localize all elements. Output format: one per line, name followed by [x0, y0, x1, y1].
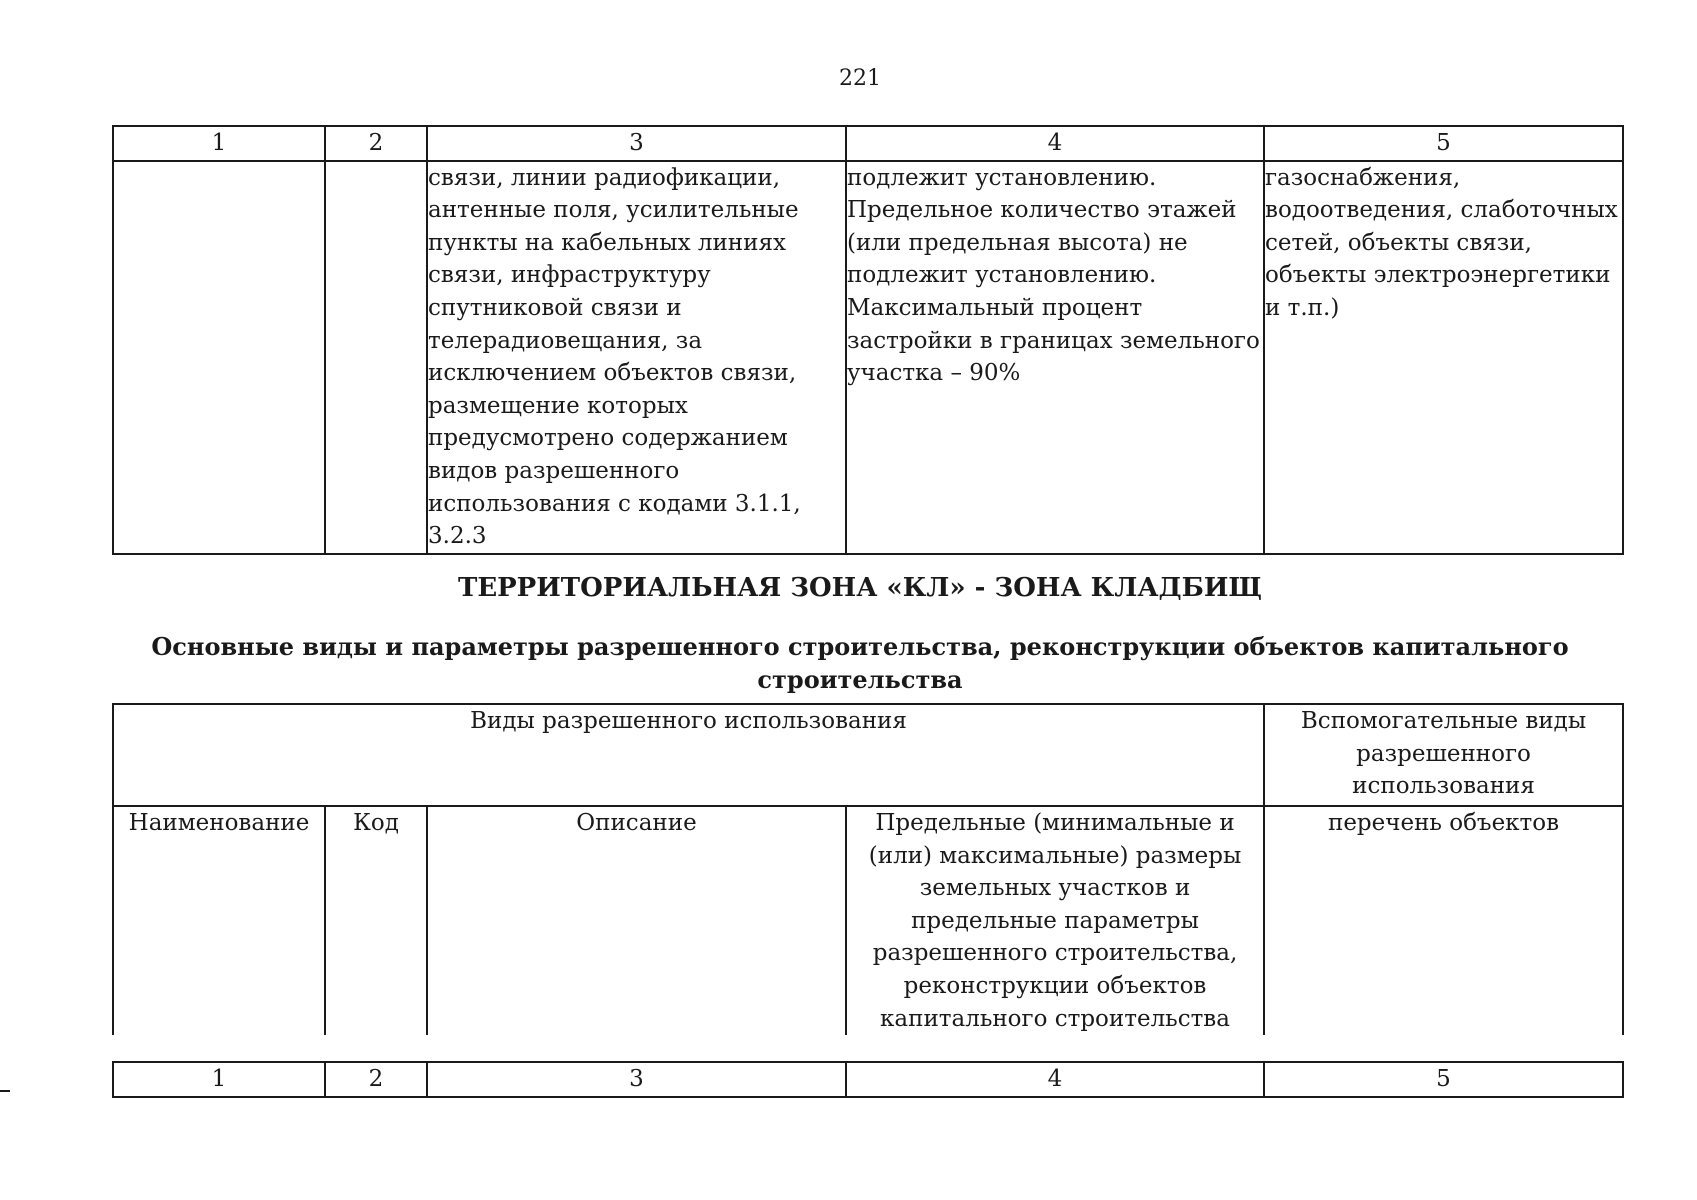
section-title: Основные виды и параметры разрешенного строительства, реконструкции объектов капитального строительства	[151, 632, 1569, 694]
cell-auxiliary: газоснабжения, водоотведения, слаботочных сетей, объекты связи, объекты электроэнергетики и т.п.)	[1264, 161, 1623, 554]
column-number-5: 5	[1264, 1062, 1623, 1097]
column-header-objects: перечень объектов	[1264, 806, 1623, 1035]
group-header-main: Виды разрешенного использования	[113, 704, 1264, 806]
column-number-table	[112, 1061, 1624, 1098]
table-row	[113, 161, 1623, 554]
continuation-table	[112, 125, 1624, 555]
column-header-code: Код	[325, 806, 427, 1035]
column-number-4: 4	[846, 126, 1264, 161]
column-number-row	[113, 1062, 1623, 1097]
column-header-parameters: Предельные (минимальные и (или) максимальные) размеры земельных участков и предельные параметры разрешенного строительства, реконструкции объектов капитального строительства	[846, 806, 1264, 1035]
group-header-auxiliary: Вспомогательные виды разрешенного использования	[1264, 704, 1623, 806]
column-number-3: 3	[427, 126, 846, 161]
group-header-row	[113, 704, 1623, 806]
cell-code	[325, 161, 427, 554]
column-number-2: 2	[325, 1062, 427, 1097]
header-table	[112, 703, 1624, 1035]
column-number-3: 3	[427, 1062, 846, 1097]
column-header-row	[113, 806, 1623, 1035]
cell-description: связи, линии радиофикации, антенные поля, усилительные пункты на кабельных линиях связи, инфраструктуру спутниковой связи и телерадиовещания, за исключением объектов связи, размещение которых предусмотрено содержанием видов разрешенного использования с кодами 3.1.1, 3.2.3	[427, 161, 846, 554]
cell-parameters: подлежит установлению. Предельное количество этажей (или предельная высота) не подлежит установлению. Максимальный процент застройки в границах земельного участка – 90%	[846, 161, 1264, 554]
column-number-row	[113, 126, 1623, 161]
column-header-name: Наименование	[113, 806, 325, 1035]
column-number-1: 1	[113, 1062, 325, 1097]
margin-mark	[0, 1090, 10, 1092]
cell-name	[113, 161, 325, 554]
column-number-4: 4	[846, 1062, 1264, 1097]
zone-title: ТЕРРИТОРИАЛЬНАЯ ЗОНА «КЛ» - ЗОНА КЛАДБИЩ	[457, 573, 1263, 603]
column-number-1: 1	[113, 126, 325, 161]
page-number: 221	[839, 66, 881, 91]
column-header-description: Описание	[427, 806, 846, 1035]
column-number-2: 2	[325, 126, 427, 161]
column-number-5: 5	[1264, 126, 1623, 161]
